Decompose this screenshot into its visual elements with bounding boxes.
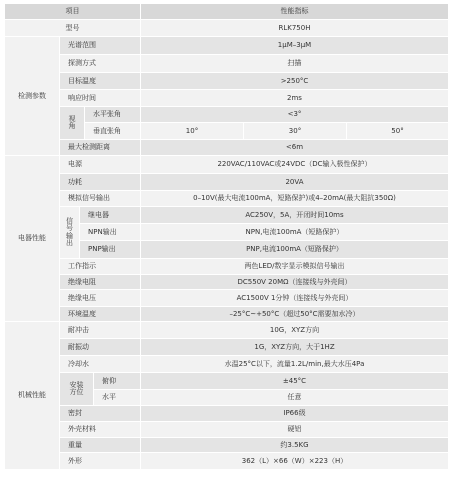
indicator-label: 工作指示 <box>60 259 141 275</box>
vertical-angle-label: 垂直张角 <box>85 123 141 140</box>
mount-horizontal-value: 任意 <box>141 390 449 406</box>
mount-horizontal-label: 水平 <box>94 390 141 406</box>
spectral-value: 1μM–3μM <box>141 37 449 55</box>
view-angle-char: 角 <box>68 122 76 130</box>
signal-output-char: 信 <box>66 216 73 225</box>
vertical-angle-value: 10° <box>141 123 244 140</box>
vertical-angle-value: 50° <box>347 123 449 140</box>
insulation-resistance-value: DC550V 20MΩ（连接线与外壳间） <box>141 275 449 290</box>
spectral-label: 光谱范围 <box>60 37 141 55</box>
max-distance-label: 最大检测距离 <box>60 140 141 156</box>
analog-output-value: 0–10V(最大电流100mA，短路保护)或4–20mA(最大阻抗350Ω) <box>141 191 449 207</box>
housing-label: 外壳材料 <box>60 422 141 438</box>
vibration-label: 耐振动 <box>60 339 141 356</box>
cooling-label: 冷却水 <box>60 356 141 373</box>
target-temp-value: >250°C <box>141 73 449 90</box>
signal-output-group <box>60 207 80 259</box>
weight-label: 重量 <box>60 438 141 453</box>
insulation-voltage-label: 绝缘电压 <box>60 290 141 307</box>
mounting-line: 方位 <box>69 388 84 396</box>
scan-value: 扫描 <box>141 55 449 73</box>
header-item: 项目 <box>5 4 141 20</box>
view-angle-char: 视 <box>68 114 76 123</box>
scan-label: 探测方式 <box>60 55 141 73</box>
relay-label: 继电器 <box>80 207 141 224</box>
relay-value: AC250V，5A，开闭时间10ms <box>141 207 449 224</box>
housing-value: 硬铝 <box>141 422 449 438</box>
indicator-value: 两色LED/数字显示模拟信号输出 <box>141 259 449 275</box>
seal-value: IP66级 <box>141 406 449 422</box>
ambient-temp-value: –25°C~+50°C（超过50°C需要加水冷） <box>141 307 449 322</box>
analog-output-label: 模拟信号输出 <box>60 191 141 207</box>
view-angle-group <box>60 107 85 140</box>
vibration-value: 1G，XYZ方向，大于1HZ <box>141 339 449 356</box>
dimensions-value: 362（L）×66（W）×223（H） <box>141 453 449 470</box>
response-value: 2ms <box>141 90 449 107</box>
npn-value: NPN,电流100mA（短路保护） <box>141 224 449 241</box>
response-label: 响应时间 <box>60 90 141 107</box>
consumption-label: 功耗 <box>60 174 141 191</box>
model-label: 型号 <box>5 20 141 37</box>
tilt-label: 俯仰 <box>94 373 141 390</box>
vertical-angle-value: 30° <box>244 123 347 140</box>
weight-value: 约3.5KG <box>141 438 449 453</box>
section-electrical: 电器性能 <box>5 156 60 322</box>
signal-output-char: 出 <box>66 238 73 247</box>
max-distance-value: <6m <box>141 140 449 156</box>
header-spec: 性能指标 <box>141 4 449 20</box>
dimensions-label: 外形 <box>60 453 141 470</box>
signal-output-char: 输 <box>66 231 73 240</box>
section-detection: 检测参数 <box>5 37 60 156</box>
shock-label: 耐冲击 <box>60 322 141 339</box>
cooling-value: 水温25°C以下，流量1.2L/min,最大水压4Pa <box>141 356 449 373</box>
model-value: RLK750H <box>141 20 449 37</box>
power-value: 220VAC/110VAC或24VDC（DC输入极性保护） <box>141 156 449 174</box>
tilt-value: ±45°C <box>141 373 449 390</box>
spec-table <box>5 4 449 470</box>
shock-value: 10G，XYZ方向 <box>141 322 449 339</box>
consumption-value: 20VA <box>141 174 449 191</box>
horizontal-angle-label: 水平张角 <box>85 107 141 123</box>
seal-label: 密封 <box>60 406 141 422</box>
horizontal-angle-value: <3° <box>141 107 449 123</box>
target-temp-label: 目标温度 <box>60 73 141 90</box>
insulation-voltage-value: AC1500V 1分钟（连接线与外壳间） <box>141 290 449 307</box>
pnp-label: PNP输出 <box>80 241 141 259</box>
insulation-resistance-label: 绝缘电阻 <box>60 275 141 290</box>
ambient-temp-label: 环境温度 <box>60 307 141 322</box>
npn-label: NPN输出 <box>80 224 141 241</box>
pnp-value: PNP,电流100mA（短路保护） <box>141 241 449 259</box>
signal-output-char: 号 <box>66 224 73 233</box>
power-label: 电源 <box>60 156 141 174</box>
mounting-group <box>60 373 94 406</box>
mounting-line: 安装 <box>69 380 84 389</box>
section-mechanical: 机械性能 <box>5 322 60 470</box>
